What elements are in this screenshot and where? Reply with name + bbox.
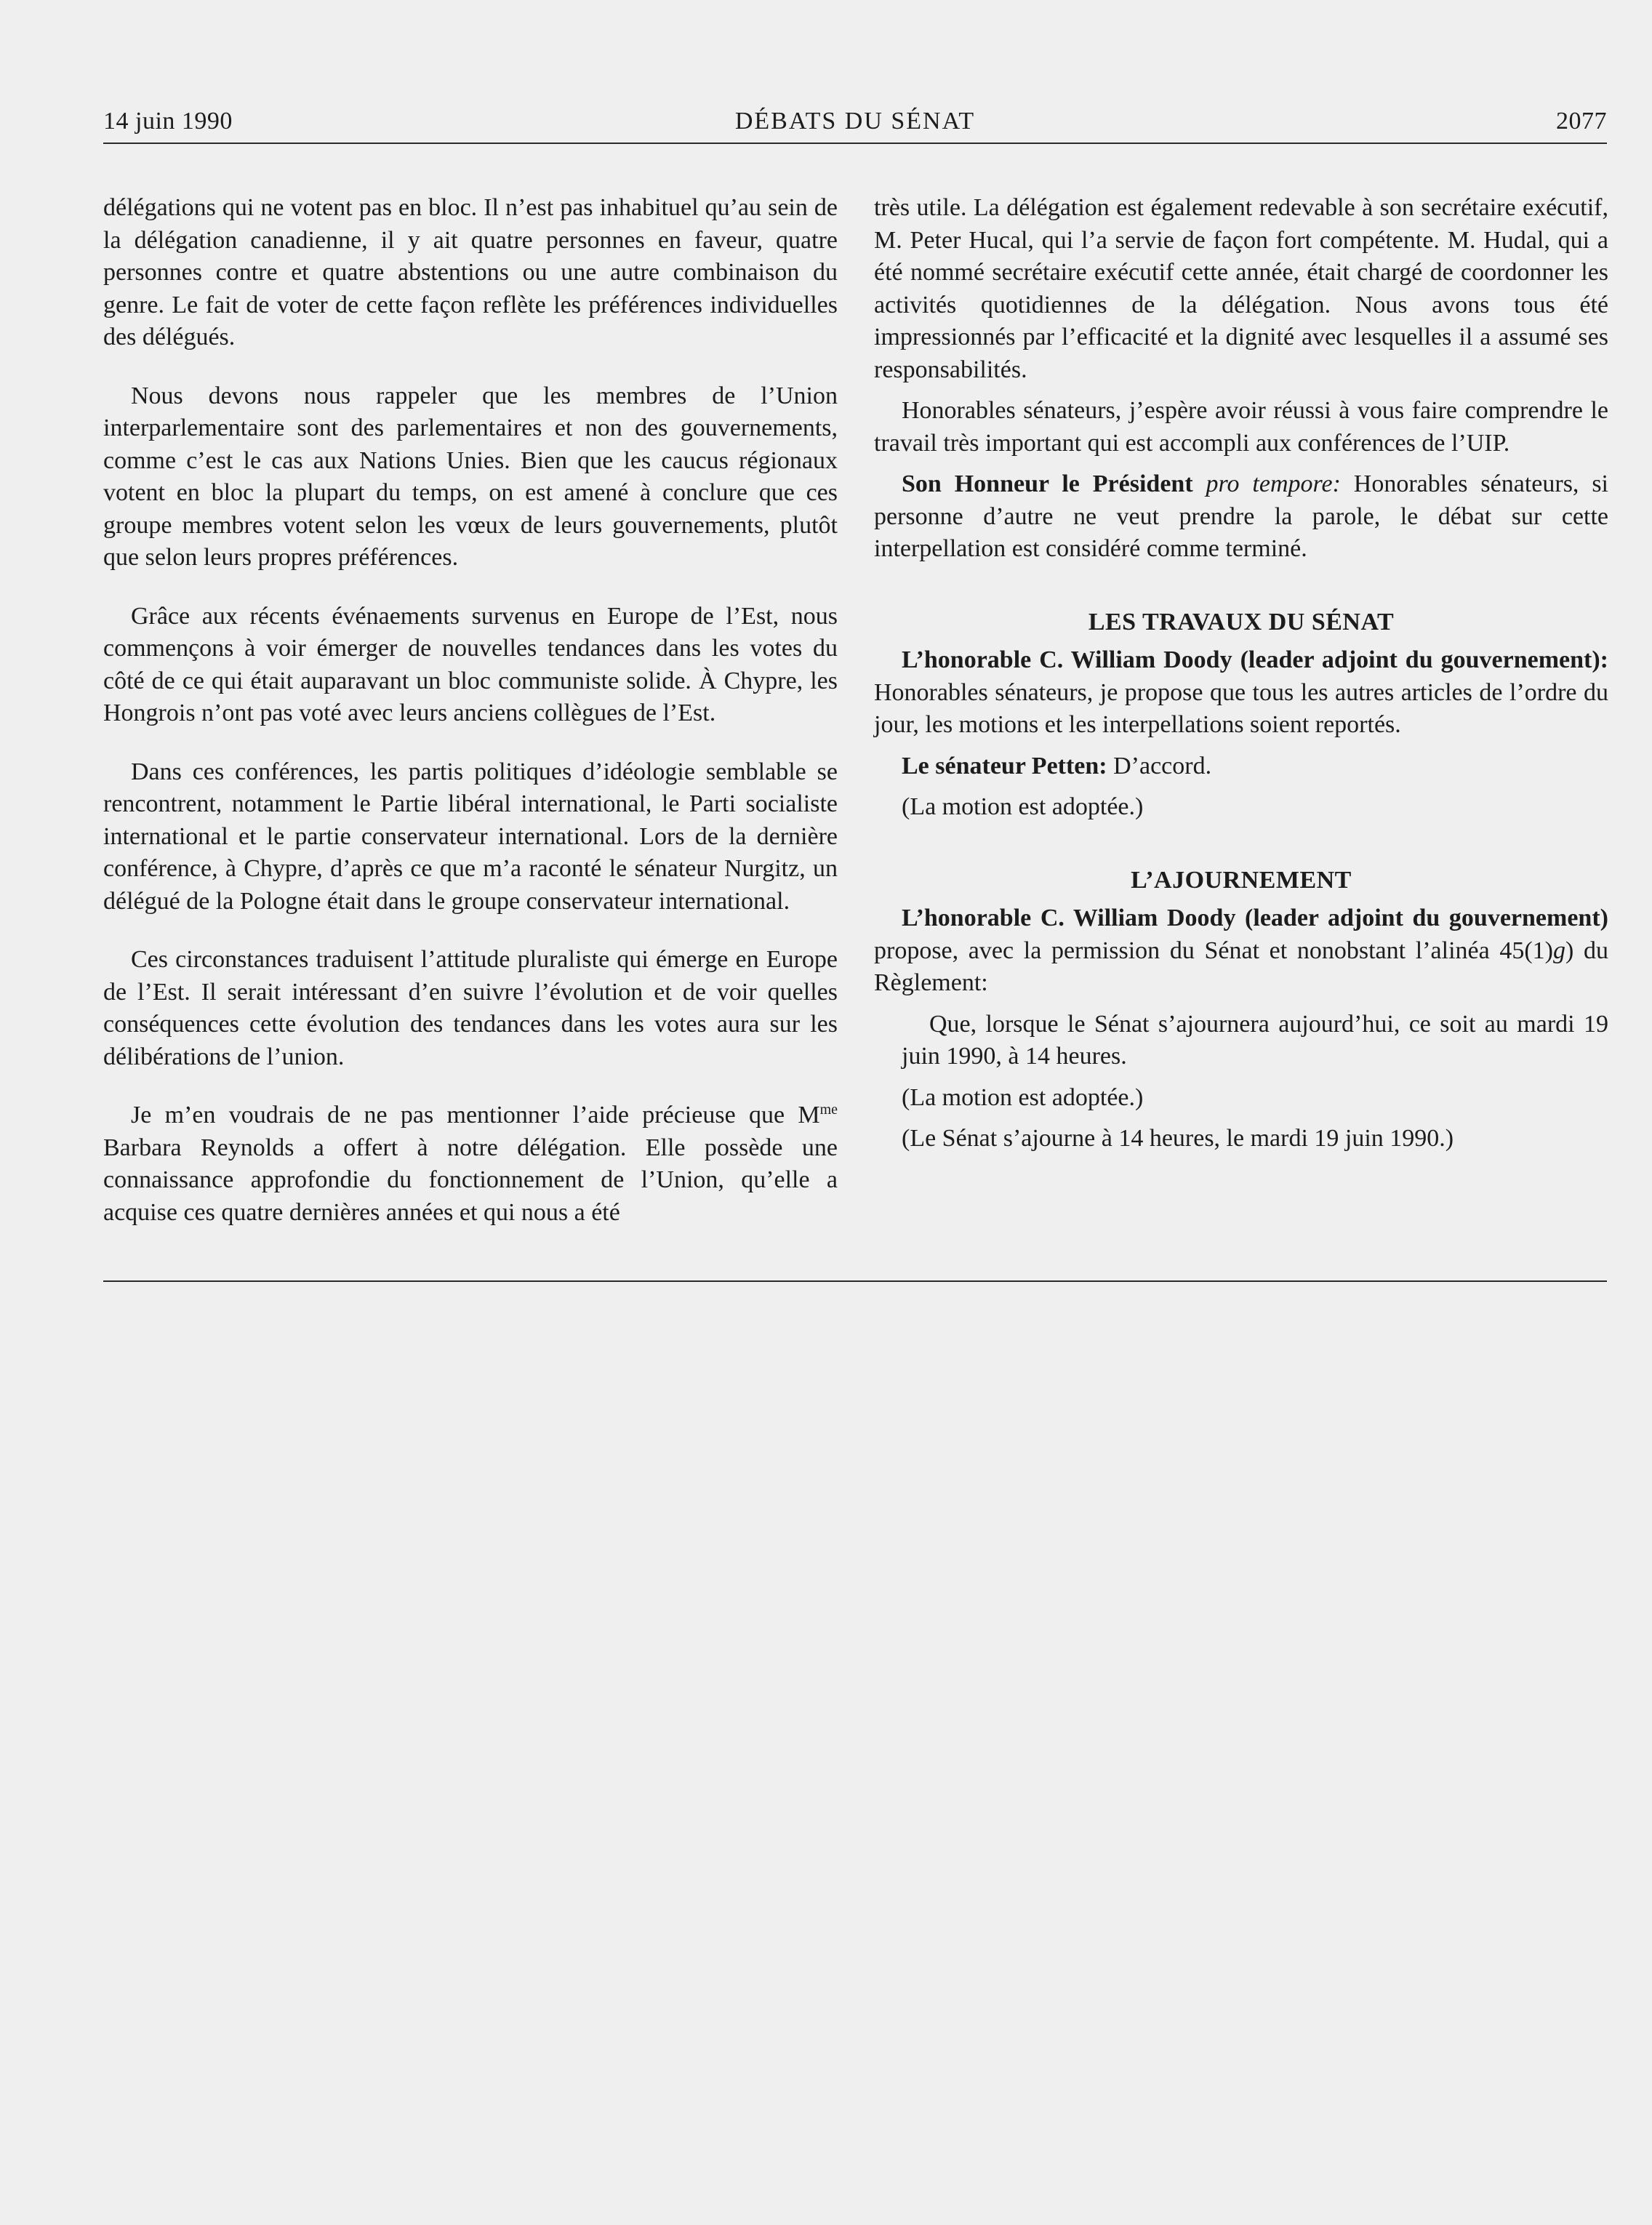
paragraph	[874, 468, 1608, 566]
paragraph: Grâce aux récents événaements survenus en Europe de l’Est, nous commençons à voir émerger de nouvelles tendances dans les votes du côté de ce qui était auparavant un bloc communiste solide. À Chypre, les Hongrois n’ont pas voté avec leurs anciens collègues de l’Est.	[103, 602, 838, 726]
header-rule	[103, 143, 1607, 144]
paragraph: Ces circonstances traduisent l’attitude pluraliste qui émerge en Europe de l’Est. Il serait intéressant d’en suivre l’évolution et de voir quelles conséquences cette évolution des tendances dans les votes aura sur les délibérations de l’union.	[103, 946, 838, 1070]
section-title: LES TRAVAUX DU SÉNAT	[1088, 608, 1395, 636]
speech-text-italic: g	[1553, 937, 1565, 964]
header-title: DÉBATS DU SÉNAT	[734, 108, 976, 135]
page-header	[103, 108, 1607, 143]
speech-text: propose, avec la permission du Sénat et nonobstant l’alinéa 45(1)	[874, 937, 1553, 964]
paragraph	[874, 902, 1608, 1000]
speaker-name: L’honorable C. William Doody (leader adjoint du gouvernement)	[902, 905, 1608, 931]
paragraph: Honorables sénateurs, j’espère avoir réussi à vous faire comprendre le travail très important qui est accompli aux conférences de l’UIP.	[874, 397, 1608, 457]
paragraph: très utile. La délégation est également redevable à son secrétaire exécutif, M. Peter Hucal, qui l’a servie de façon fort compétente. M. Hudal, qui a été nommé secrétaire exécutif cette année, était chargé de coordonner les activités quotidiennes de la délégation. Nous avons tous été impressionnés par l’efficacité et la dignité avec lesquelles il a assumé ses responsabilités.	[874, 194, 1608, 383]
adjournment-note: (Le Sénat s’ajourne à 14 heures, le mardi 19 juin 1990.)	[902, 1125, 1454, 1152]
paragraph	[874, 644, 1608, 742]
speech-text: Honorables sénateurs, si personne d’autre ne veut prendre la parole, le débat sur cette interpellation est considéré comme terminé.	[874, 470, 1608, 562]
paragraph: délégations qui ne votent pas en bloc. Il n’est pas inhabituel qu’au sein de la délégation canadienne, il y ait quatre personnes en faveur, quatre personnes contre et quatre abstentions ou une autre combinaison du genre. Le fait de voter de cette façon reflète les préférences individuelles des délégués.	[103, 194, 838, 350]
motion-status: (La motion est adoptée.)	[902, 793, 1144, 820]
speaker-name: Le sénateur Petten:	[902, 752, 1107, 779]
paragraph-text: Barbara Reynolds a offert à notre délégation. Elle possède une connaissance approfondie du fonctionnement de l’Union, qu’elle a acquise ces quatre dernières années et qui nous a été	[103, 1134, 838, 1226]
superscript: me	[819, 1102, 838, 1118]
footer-rule	[103, 1280, 1607, 1282]
speech-text: D’accord.	[1107, 752, 1212, 779]
header-date: 14 juin 1990	[103, 108, 233, 135]
header-page-number: 2077	[1556, 108, 1607, 135]
speaker-title: pro tempore:	[1206, 470, 1341, 497]
paragraph: Dans ces conférences, les partis politiques d’idéologie semblable se rencontrent, notamment le Partie libéral international, le Parti socialiste international et le partie conservateur international. Lors de la dernière conférence, à Chypre, d’après ce que m’a raconté le sénateur Nurgitz, un délégué de la Pologne était dans le groupe conservateur international.	[103, 758, 838, 915]
paragraph: Nous devons nous rappeler que les membres de l’Union interparlementaire sont des parlementaires et non des gouvernements, comme c’est le cas aux Nations Unies. Bien que les caucus régionaux votent en bloc la plupart du temps, on est amené à conclure que ces groupe membres votent selon les vœux de leurs gouvernements, plutôt que selon leurs propres préférences.	[103, 382, 838, 571]
motion-quote: Que, lorsque le Sénat s’ajournera aujourd’hui, ce soit au mardi 19 juin 1990, à 14 heures.	[902, 1010, 1608, 1070]
speech-text: ) du Règlement:	[874, 937, 1608, 996]
speech-text: Honorables sénateurs, je propose que tous les autres articles de l’ordre du jour, les motions et les interpellations soient reportés.	[874, 678, 1608, 738]
paragraph	[103, 1099, 838, 1229]
motion-status: (La motion est adoptée.)	[902, 1083, 1144, 1111]
right-column	[874, 192, 1608, 1164]
speaker-name: L’honorable C. William Doody (leader adjoint du gouvernement):	[902, 646, 1608, 673]
section-title: L’AJOURNEMENT	[1131, 866, 1352, 894]
paragraph-text: Je m’en voudrais de ne pas mentionner l’aide précieuse que M	[131, 1102, 820, 1128]
left-column	[103, 192, 838, 1255]
paragraph	[874, 750, 1608, 783]
speaker-name: Son Honneur le Président	[902, 470, 1193, 497]
